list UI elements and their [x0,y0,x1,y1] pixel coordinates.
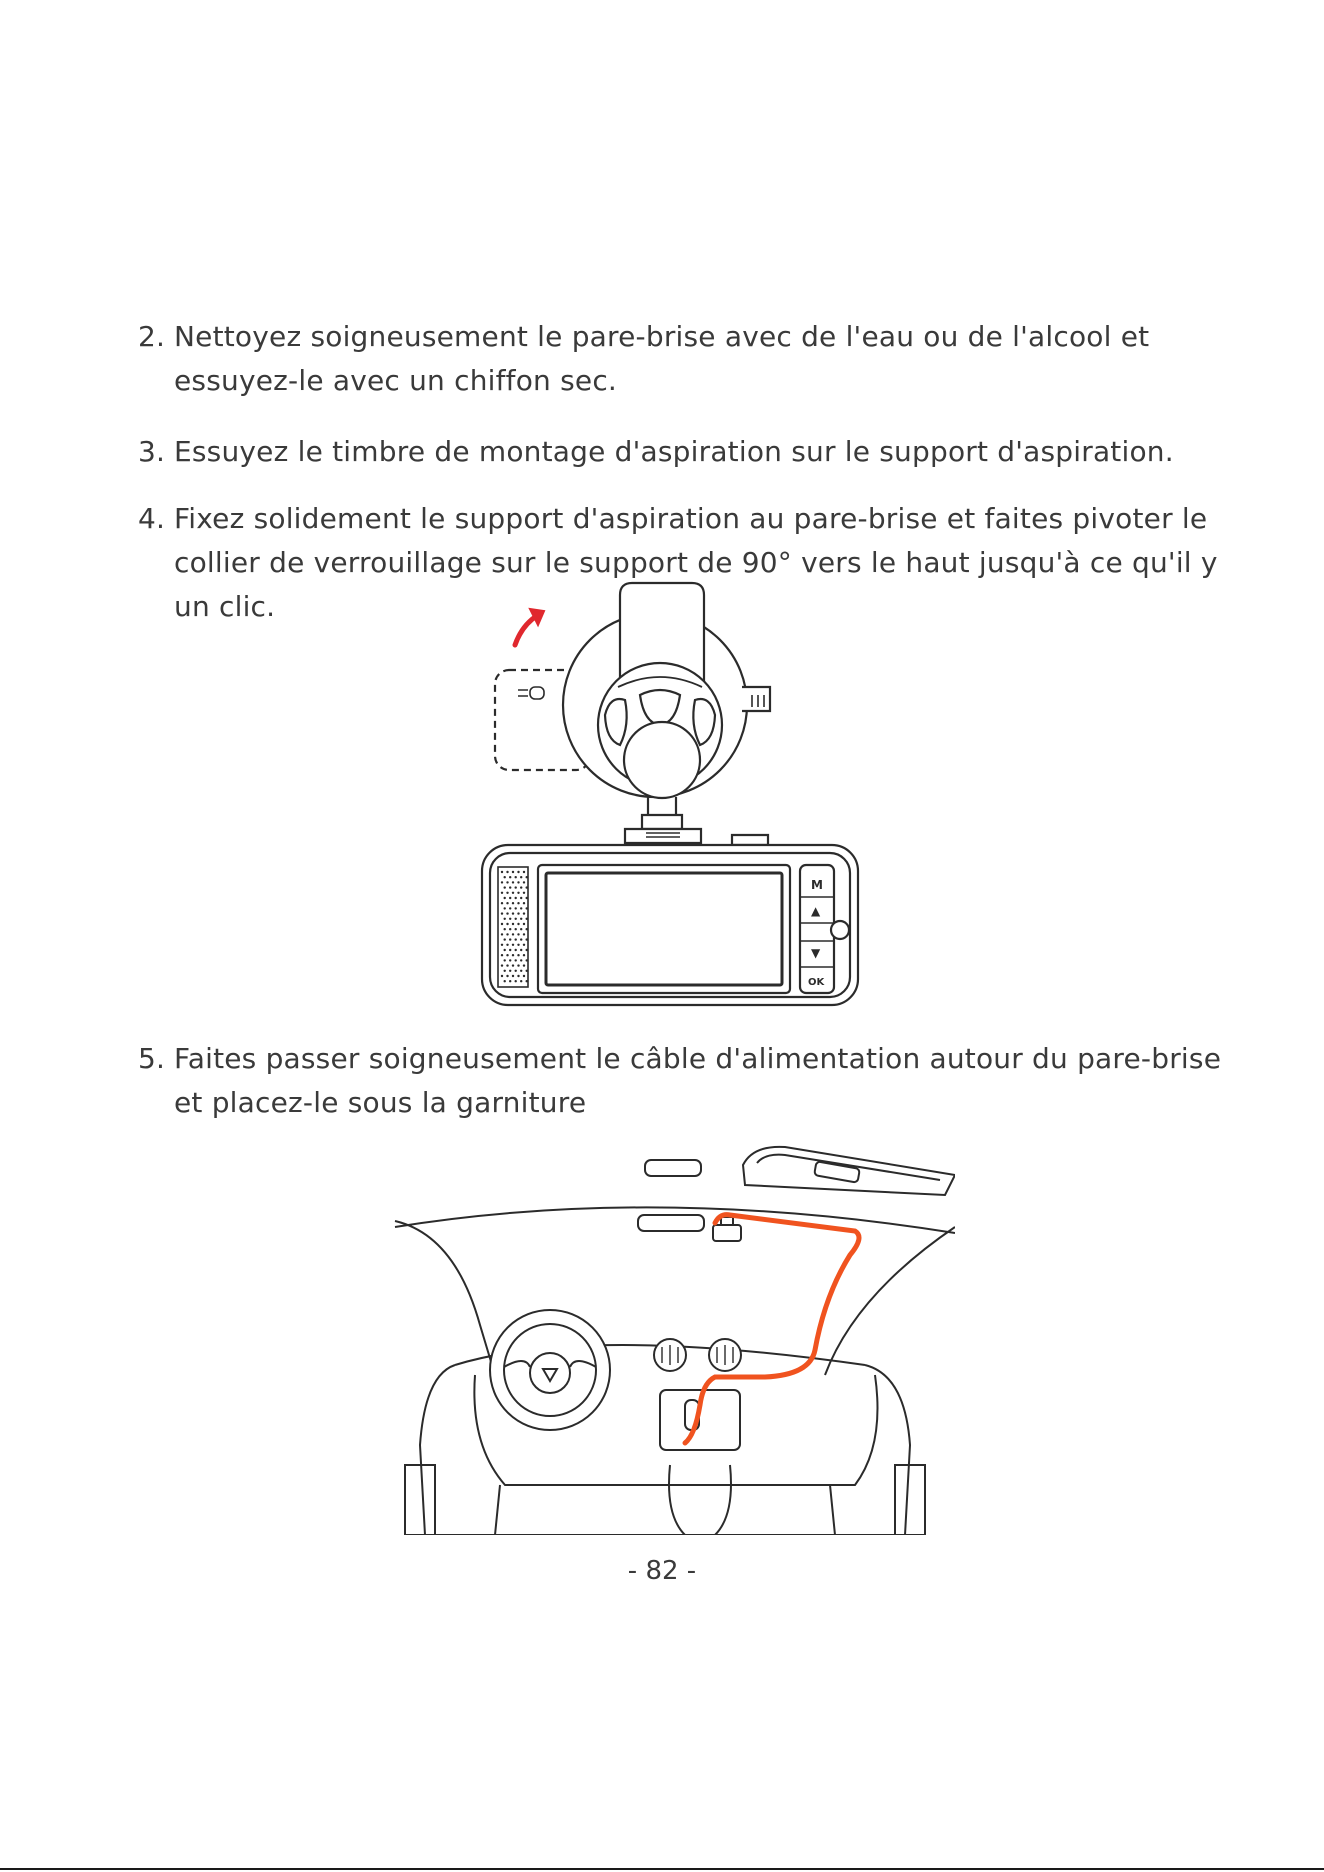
windshield-top [395,1207,955,1233]
step-number: 4. [138,502,166,535]
ok-button[interactable]: OK [808,977,825,988]
step-text: Faites passer soigneusement le câble d'alimentation autour du pare-brise et placez-le sous la garniture [174,1042,1222,1119]
menu-button[interactable]: M [811,878,823,892]
rear-view-mirror [638,1215,704,1231]
car-cable-routing-illustration [385,1145,955,1535]
left-seat [420,1365,500,1535]
page-number: - 82 - [627,1556,697,1586]
step-5 [138,1037,1238,1125]
up-button[interactable]: ▲ [811,904,821,918]
step-text: Fixez solidement le support d'aspiration au pare-brise et faites pivoter le collier de verrouillage sur le support de 90° vers le haut jusqu'à ce qu'il y un clic. [174,502,1218,623]
right-seat [830,1365,910,1535]
step-3 [138,430,1238,474]
dashcam-screen [538,865,790,993]
lock-symbol-icon [518,687,544,699]
sun-visor [645,1160,701,1176]
down-button[interactable]: ▼ [811,946,821,960]
step-number: 2. [138,320,166,353]
dashcam-small [713,1225,741,1241]
dashcam-mount-illustration [470,575,870,1015]
speaker-grill [498,867,528,987]
step-number: 3. [138,435,166,468]
bottom-rule [0,1868,1324,1870]
step-number: 5. [138,1042,166,1075]
step-2 [138,315,1238,403]
step-text: Nettoyez soigneusement le pare-brise avec de l'eau ou de l'alcool et essuyez-le avec un chiffon sec. [174,320,1150,397]
step-text: Essuyez le timbre de montage d'aspiration sur le support d'aspiration. [174,435,1174,468]
